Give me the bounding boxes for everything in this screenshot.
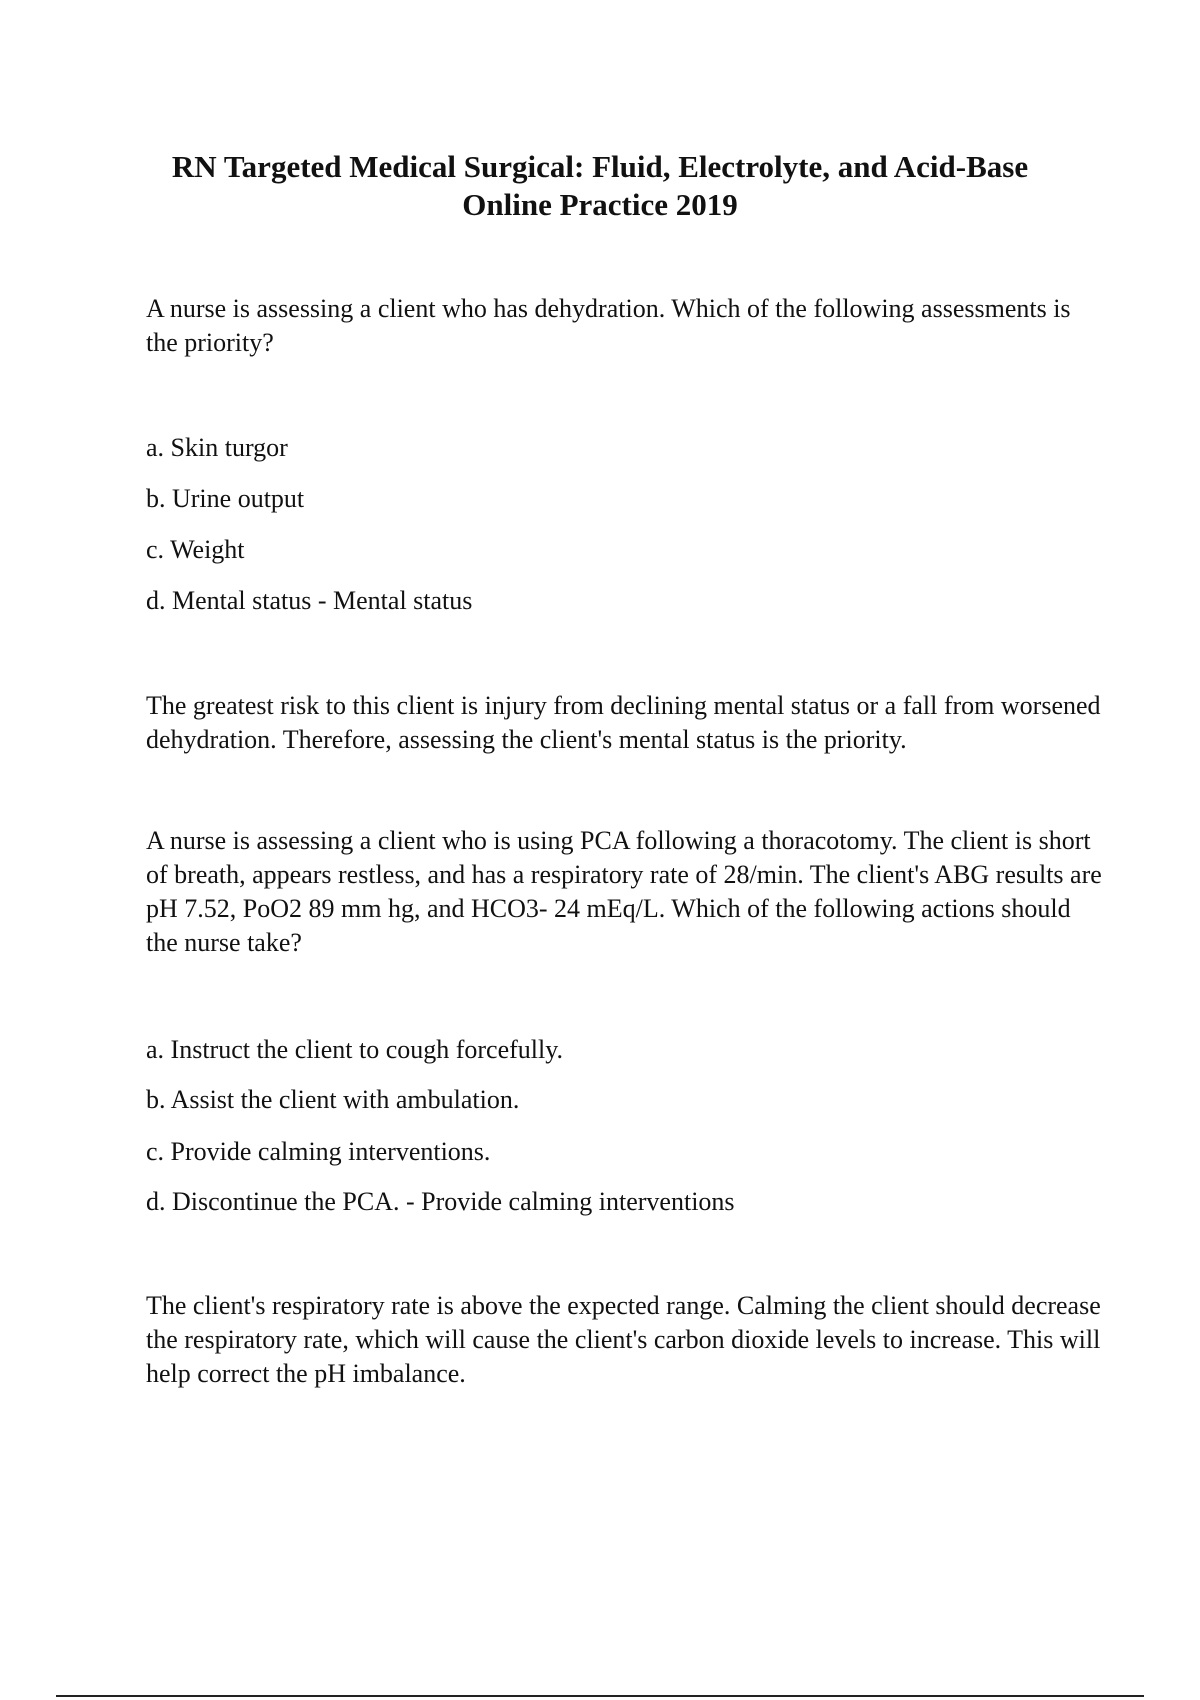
question-1-option-c: c. Weight	[146, 535, 245, 564]
question-1-stem: A nurse is assessing a client who has dehydration. Which of the following assessments is the priority?	[146, 294, 1071, 357]
page-bottom-rule	[56, 1695, 1144, 1697]
question-1-rationale: The greatest risk to this client is injury from declining mental status or a fall from worsened dehydration. Therefore, assessing the client's mental status is the priority.	[146, 691, 1101, 754]
question-2-option-d: d. Discontinue the PCA. - Provide calming interventions	[146, 1187, 735, 1216]
title-line-1: RN Targeted Medical Surgical: Fluid, Electrolyte, and Acid-Base	[171, 149, 1029, 184]
question-1-option-a: a. Skin turgor	[146, 433, 288, 462]
question-2-stem: A nurse is assessing a client who is using PCA following a thoracotomy. The client is short of breath, appears restless, and has a respiratory rate of 28/min. The client's ABG results are pH 7.52, PoO2 89 mm hg, and HCO3- 24 mEq/L. Which of the following actions should the nurse take?	[146, 826, 1102, 957]
question-2-option-b: b. Assist the client with ambulation.	[146, 1085, 520, 1114]
question-2-option-c: c. Provide calming interventions.	[146, 1137, 491, 1166]
title-line-2: Online Practice 2019	[462, 187, 738, 222]
page-title	[100, 148, 1100, 224]
question-2-rationale: The client's respiratory rate is above the expected range. Calming the client should decrease the respiratory rate, which will cause the client's carbon dioxide levels to increase. This will help correct the pH imbalance.	[146, 1291, 1101, 1388]
question-2-option-a: a. Instruct the client to cough forcefully.	[146, 1035, 564, 1064]
question-1-option-d: d. Mental status - Mental status	[146, 586, 473, 615]
question-1-option-b: b. Urine output	[146, 484, 305, 513]
